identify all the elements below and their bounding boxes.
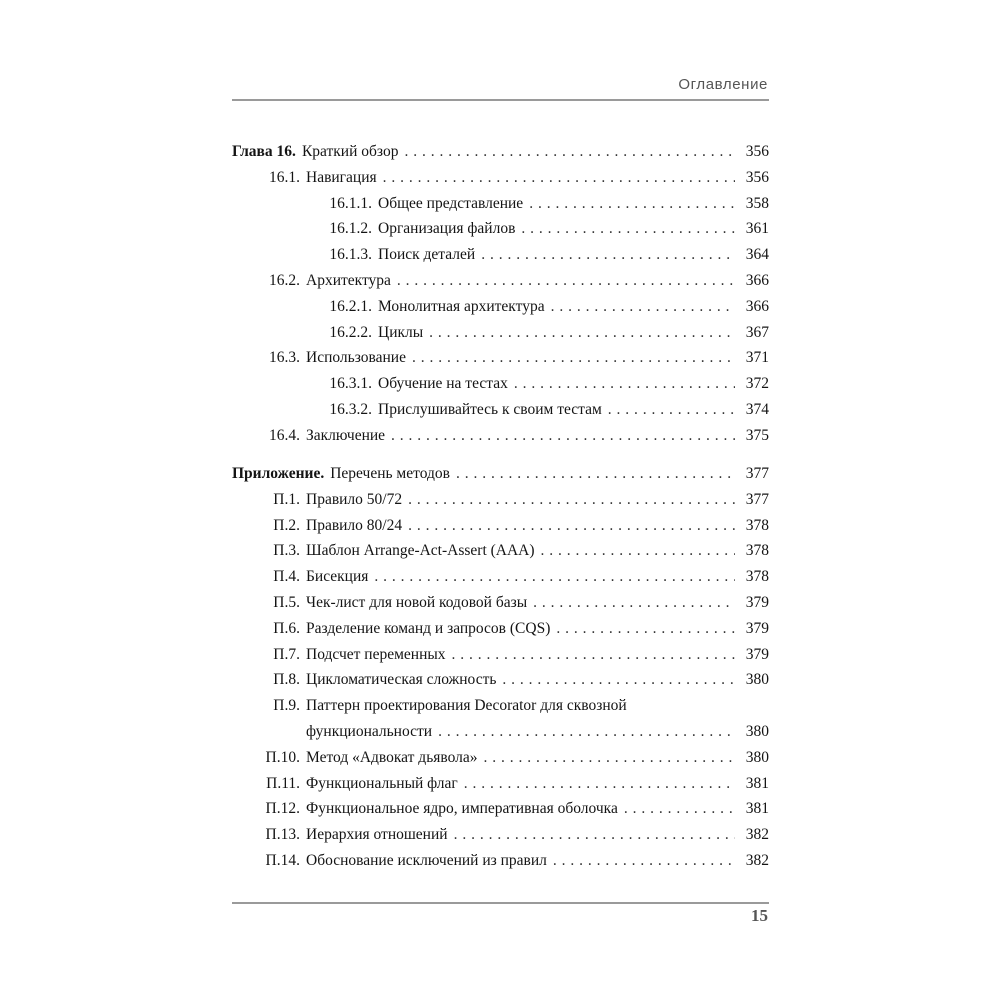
toc-entry-title: Паттерн проектирования Decorator для сквозной [306,697,627,715]
toc-entry-section[interactable] [232,423,769,449]
toc-entry-page: 374 [745,400,769,418]
dot-leader [404,139,735,165]
toc-entry-number: 16.4. [269,426,300,444]
toc-entry-number: П.1. [273,490,300,508]
toc-entry-number: 16.3.2. [329,400,372,418]
toc-entry-number: 16.2.2. [329,323,372,341]
toc-entry-page: 379 [745,593,769,611]
toc-entry-appendix-item[interactable] [232,487,769,513]
toc-entry-page: 377 [745,490,769,508]
dot-leader [397,268,735,294]
dot-leader [551,294,735,320]
toc-entry-section[interactable] [232,191,769,217]
toc-entry-number: 16.1.1. [329,194,372,212]
toc-entry-number: 16.1.3. [329,246,372,264]
toc-entry-title: Монолитная архитектура [378,297,545,315]
footer-divider [232,902,769,904]
toc-entry-section[interactable] [232,397,769,423]
dot-leader [624,796,735,822]
dot-leader [412,345,735,371]
toc-entry-number: П.8. [273,671,300,689]
toc-entry-number: П.14. [265,851,300,869]
dot-leader [391,423,735,449]
dot-leader [608,397,735,423]
toc-entry-page: 382 [745,851,769,869]
toc-entry-number: 16.3.1. [329,375,372,393]
toc-entry-section[interactable] [232,216,769,242]
toc-entry-page: 380 [745,748,769,766]
toc-entry-appendix-item[interactable] [232,693,769,745]
toc-entry-number: 16.1. [269,168,300,186]
toc-entry-number: 16.2.1. [329,297,372,315]
toc-entry-page: 366 [745,271,769,289]
toc-entry-number: Приложение. [232,465,325,482]
running-header-title: Оглавление [678,76,768,93]
toc-entry-number: П.4. [273,568,300,586]
toc-entry-number: П.9. [273,697,300,715]
toc-entry-title: Краткий обзор [301,143,399,160]
dot-leader [429,320,735,346]
toc-entry-appendix-item[interactable] [232,745,769,771]
toc-entry-page: 367 [745,323,769,341]
toc-entry-page: 378 [745,542,769,560]
dot-leader [521,216,735,242]
toc-entry-section[interactable] [232,268,769,294]
toc-entry-appendix-item[interactable] [232,616,769,642]
toc-entry-page: 356 [745,168,769,186]
toc-entry-title-continued: функциональности [306,722,433,740]
toc-entry-section[interactable] [232,345,769,371]
toc-entry-chapter[interactable] [232,139,769,165]
toc-entry-title: Чек-лист для новой кодовой базы [306,593,528,611]
dot-leader [408,487,735,513]
toc-entry-appendix-item[interactable] [232,564,769,590]
dot-leader [529,191,735,217]
toc-entry-title: Правило 50/72 [306,490,403,508]
toc-entry-page: 358 [745,194,769,212]
toc-entry-title: Шаблон Arrange-Act-Assert (AAA) [306,542,535,560]
dot-leader [454,822,735,848]
toc-entry-title: Общее представление [378,194,524,212]
toc-entry-appendix-item[interactable] [232,590,769,616]
toc-entry-number: П.3. [273,542,300,560]
toc-entry-appendix-item[interactable] [232,848,769,874]
dot-leader [438,719,735,745]
toc-entry-page: 378 [745,516,769,534]
dot-leader [514,371,735,397]
toc-entry-appendix-item[interactable] [232,771,769,797]
toc-entry-title: Организация файлов [378,220,516,238]
toc-entry-title: Разделение команд и запросов (CQS) [306,619,551,637]
toc-entry-page: 380 [745,671,769,689]
toc-entry-number: П.11. [266,774,300,792]
toc-entry-title: Бисекция [306,568,369,586]
toc-entry-title: Метод «Адвокат дьявола» [306,748,478,766]
toc-entry-appendix-item[interactable] [232,642,769,668]
toc-entry-number: П.2. [273,516,300,534]
toc-entry-page: 379 [745,645,769,663]
dot-leader [556,616,735,642]
toc-entry-title: Заключение [306,426,386,444]
toc-entry-title: Функциональный флаг [306,774,458,792]
toc-entry-section[interactable] [232,294,769,320]
dot-leader [452,642,735,668]
dot-leader [374,564,735,590]
toc-entry-number: 16.3. [269,349,300,367]
toc-entry-title: Циклы [378,323,424,341]
toc-entry-title: Поиск деталей [378,246,476,264]
toc-entry-section[interactable] [232,242,769,268]
toc-entry-page: 366 [745,297,769,315]
toc-entry-section[interactable] [232,320,769,346]
toc-entry-title: Перечень методов [330,465,450,482]
toc-appendix [232,461,769,874]
dot-leader [464,771,735,797]
toc-entry-page: 356 [745,143,769,160]
toc-entry-number: П.5. [273,593,300,611]
dot-leader [502,667,735,693]
toc-entry-appendix[interactable] [232,461,769,487]
toc-entry-title: Иерархия отношений [306,826,448,844]
toc-chapter-16 [232,139,769,449]
dot-leader [408,513,735,539]
toc-entry-page: 378 [745,568,769,586]
toc-entry-page: 382 [745,826,769,844]
toc-entry-section[interactable] [232,371,769,397]
dot-leader [481,242,735,268]
dot-leader [553,848,735,874]
page-number: 15 [751,906,768,925]
toc-entry-number: Глава 16. [232,143,296,160]
dot-leader [383,165,735,191]
dot-leader [541,538,735,564]
dot-leader [533,590,735,616]
toc-entry-title: Подсчет переменных [306,645,446,663]
toc-entry-title: Прислушивайтесь к своим тестам [378,400,602,418]
toc-entry-page: 377 [745,465,769,482]
toc-entry-number: П.12. [265,800,300,818]
dot-leader [484,745,735,771]
toc-entry-number: 16.2. [269,271,300,289]
toc-entry-title: Навигация [306,168,377,186]
toc-entry-number: П.6. [273,619,300,637]
toc-entry-page: 381 [745,774,769,792]
toc-entry-section[interactable] [232,165,769,191]
toc-entry-title: Правило 80/24 [306,516,403,534]
toc-entry-page: 381 [745,800,769,818]
toc-entry-page: 364 [745,246,769,264]
toc-entry-title: Обучение на тестах [378,375,508,393]
toc-entry-appendix-item[interactable] [232,796,769,822]
toc-entry-number: П.7. [273,645,300,663]
toc-entry-page: 380 [745,722,769,740]
toc-entry-page: 375 [745,426,769,444]
toc-entry-appendix-item[interactable] [232,538,769,564]
toc-entry-page: 361 [745,220,769,238]
toc-entry-title: Функциональное ядро, императивная оболочка [306,800,618,818]
toc-entry-number: П.10. [265,748,300,766]
toc-entry-title: Использование [306,349,406,367]
toc-entry-appendix-item[interactable] [232,513,769,539]
toc-entry-title: Обоснование исключений из правил [306,851,547,869]
toc-entry-number: 16.1.2. [329,220,372,238]
dot-leader [456,461,735,487]
header-divider [232,99,769,101]
toc-entry-page: 372 [745,375,769,393]
toc-entry-page: 371 [745,349,769,367]
toc-entry-title: Архитектура [306,271,391,289]
toc-entry-number: П.13. [265,826,300,844]
toc-entry-appendix-item[interactable] [232,667,769,693]
toc-entry-title: Цикломатическая сложность [306,671,497,689]
toc-entry-appendix-item[interactable] [232,822,769,848]
toc-entry-page: 379 [745,619,769,637]
